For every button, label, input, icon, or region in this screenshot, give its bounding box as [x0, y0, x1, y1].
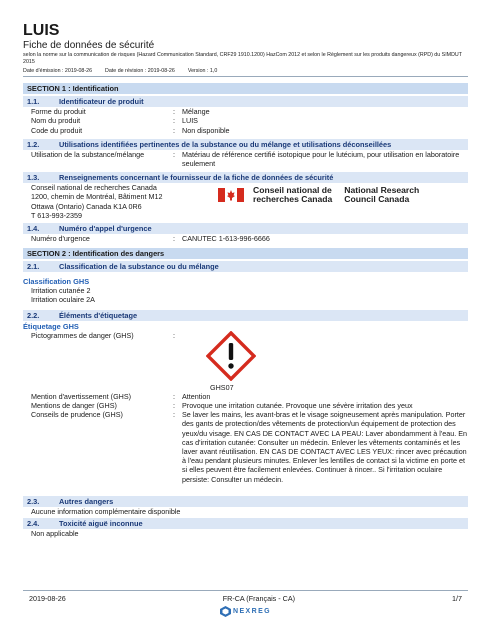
- field-label: Numéro d'urgence: [31, 234, 90, 244]
- subsection-number: 2.1.: [27, 262, 40, 272]
- issue-date: Date d'émission : 2019-08-26: [23, 68, 93, 75]
- nrc-logo: [218, 186, 419, 204]
- subsection-number: 1.4.: [27, 224, 40, 234]
- classification-item: Irritation cutanée 2: [31, 286, 91, 296]
- footer-language: FR-CA (Français - CA): [222, 594, 296, 603]
- revision-date: Date de révision : 2019-08-26: [105, 68, 175, 75]
- pictogram-row: Pictogrammes de danger (GHS) :: [23, 331, 468, 383]
- footer-divider: [23, 590, 468, 591]
- subsection-title: Éléments d'étiquetage: [59, 310, 138, 320]
- pictogram-code-row: [23, 383, 468, 392]
- nexreg-logo: [23, 606, 468, 617]
- acute-toxicity-text: Non applicable: [31, 529, 79, 539]
- field-label: Nom du produit: [31, 116, 81, 126]
- doc-title: LUIS: [23, 22, 60, 39]
- field-label: Pictogrammes de danger (GHS): [31, 330, 134, 340]
- field-label: Utilisation de la substance/mélange: [31, 149, 145, 159]
- hazard-statement-row: Mentions de danger (GHS) : Provoque une irritation cutanée. Provoque une sévère irritation des yeux: [23, 401, 468, 410]
- subsection-1-1: [23, 96, 468, 107]
- supplier-phone: T 613-993-2359: [31, 210, 83, 220]
- subsection-title: Toxicité aiguë inconnue: [59, 519, 143, 529]
- field-label: Code du produit: [31, 125, 83, 135]
- precautionary-row: Conseils de prudence (GHS) : Se laver les mains, les avant-bras et le visage soigneusement après manipulation. Porter des gants de protection/des vêtements de protection/un équipement de protection des yeux/du visage. EN CAS DE CONTACT AVEC LA PEAU: Laver abondamment à l'eau. En cas d'irritation cutanée: Consulter un médecin. Enlever les vêtements contaminés et les laver avant réutilisation. EN CAS DE CONTACT AVEC LES YEUX: rincer avec précaution à l'eau pendant plusieurs minutes. Enlever les lentilles de contact si la victime en porte et si elles peuvent être facilement enlevées. Continuer à rincer.. Si l'irritation oculaire persiste: Consulter un médecin.: [31, 410, 468, 484]
- field-value: LUIS: [182, 116, 198, 126]
- ghs-label-heading: Étiquetage GHS: [23, 321, 79, 331]
- sds-page: [23, 22, 468, 538]
- signal-word-row: Mention d'avertissement (GHS) : Attention: [23, 392, 468, 401]
- subsection-title: Numéro d'appel d'urgence: [59, 224, 152, 234]
- field-value: Non disponible: [182, 125, 230, 135]
- supplier-block: [23, 183, 468, 220]
- subsection-1-2: [23, 139, 468, 150]
- subsection-title: Utilisations identifiées pertinentes de la substance ou du mélange et utilisations déconseillées: [59, 139, 392, 149]
- page-footer: [23, 590, 468, 617]
- field-value: Se laver les mains, les avant-bras et le visage soigneusement après manipulation. Porter des gants de protection/des vêtements de protection/un équipement de protection des yeux/du visage. EN CAS DE CONTACT AVEC LA PEAU: Laver abondamment à l'eau. En cas d'irritation cutanée: Consulter un médecin. Enlever les vêtements contaminés et les laver avant réutilisation. EN CAS DE CONTACT AVEC LES YEUX: rincer avec précaution à l'eau pendant plusieurs minutes. Enlever les lentilles de contact si la victime en porte et si elles peuvent être facilement enlevées. Continuer à rincer.. Si l'irritation oculaire persiste: Consulter un médecin.: [182, 410, 468, 484]
- subsection-number: 2.4.: [27, 519, 40, 529]
- product-code-row: Code du produit : Non disponible: [23, 126, 468, 135]
- emergency-row: Numéro d'urgence : CANUTEC 1-613-996-6666: [23, 234, 468, 243]
- subsection-number: 1.2.: [27, 139, 40, 149]
- date-line: [23, 68, 468, 74]
- footer-page-number: 1/7: [452, 594, 462, 603]
- subsection-number: 1.1.: [27, 97, 40, 107]
- exclamation-mark-pictogram-icon: [206, 331, 256, 381]
- doc-subtitle: Fiche de données de sécurité: [23, 40, 155, 51]
- field-label: Mentions de danger (GHS): [31, 401, 117, 411]
- subsection-2-3: [23, 496, 468, 507]
- canada-flag-icon: [218, 188, 244, 202]
- subsection-number: 1.3.: [27, 173, 40, 183]
- nexreg-wordmark: NEXREG: [233, 608, 271, 615]
- field-value: Provoque une irritation cutanée. Provoque une sévère irritation des yeux: [182, 401, 413, 411]
- field-label: Forme du produit: [31, 107, 86, 117]
- pictogram-code: GHS07: [210, 382, 234, 392]
- field-value: Attention: [182, 391, 211, 401]
- header-divider: [23, 76, 468, 77]
- subsection-2-4: [23, 518, 468, 529]
- logo-text-fr: Conseil national de: [253, 185, 332, 196]
- section-2-heading: SECTION 2 : Identification des dangers: [23, 248, 468, 259]
- subsection-title: Autres dangers: [59, 496, 114, 506]
- classification-item: Irritation oculaire 2A: [31, 295, 95, 305]
- subsection-number: 2.3.: [27, 496, 40, 506]
- subsection-title: Classification de la substance ou du mélange: [59, 262, 219, 272]
- version: Version : 1,0: [187, 68, 218, 75]
- logo-text-en: Council Canada: [344, 194, 410, 205]
- supplier-address-line: Ottawa (Ontario) Canada K1A 0R6: [31, 201, 142, 211]
- field-value: CANUTEC 1-613-996-6666: [182, 234, 270, 244]
- field-label: Conseils de prudence (GHS): [31, 410, 123, 420]
- footer-date: 2019-08-26: [29, 594, 66, 603]
- field-value: Mélange: [182, 107, 210, 117]
- subsection-2-1: [23, 261, 468, 272]
- field-label: Mention d'avertissement (GHS): [31, 391, 132, 401]
- product-form-row: Forme du produit : Mélange: [23, 107, 468, 116]
- subsection-title: Identificateur de produit: [59, 97, 144, 107]
- subsection-2-2: [23, 310, 468, 321]
- ghs-classification-heading: Classification GHS: [23, 277, 90, 287]
- product-name-row: Nom du produit : LUIS: [23, 116, 468, 125]
- subsection-1-4: [23, 223, 468, 234]
- subsection-number: 2.2.: [27, 310, 40, 320]
- field-value: Matériau de référence certifié isotopique pour le lutécium, pour utilisation en laboratoire seulement: [182, 149, 460, 168]
- subsection-title: Renseignements concernant le fournisseur de la fiche de données de sécurité: [59, 173, 334, 183]
- supplier-address-line: 1200, chemin de Montréal, Bâtiment M12: [31, 192, 163, 202]
- other-hazards-text: Aucune information complémentaire disponible: [31, 506, 181, 516]
- nexreg-logo-icon: [220, 606, 231, 617]
- subsection-1-3: [23, 172, 468, 183]
- supplier-address-line: Conseil national de recherches Canada: [31, 183, 157, 193]
- regulation-text: selon la norme sur la communication de risques (Hazard Communication Standard, CRF29 1910.1200) HazCom 2012 et selon le Règlement sur les produits dangereux (RPD) du SIMDUT 2015: [23, 52, 462, 65]
- logo-text-en: National Research: [344, 185, 420, 196]
- use-row: Utilisation de la substance/mélange : Matériau de référence certifié isotopique pour le lutécium, pour utilisation en laboratoire seulement: [23, 150, 468, 168]
- logo-text-fr: recherches Canada: [253, 194, 333, 205]
- section-1-heading: SECTION 1 : Identification: [23, 83, 468, 94]
